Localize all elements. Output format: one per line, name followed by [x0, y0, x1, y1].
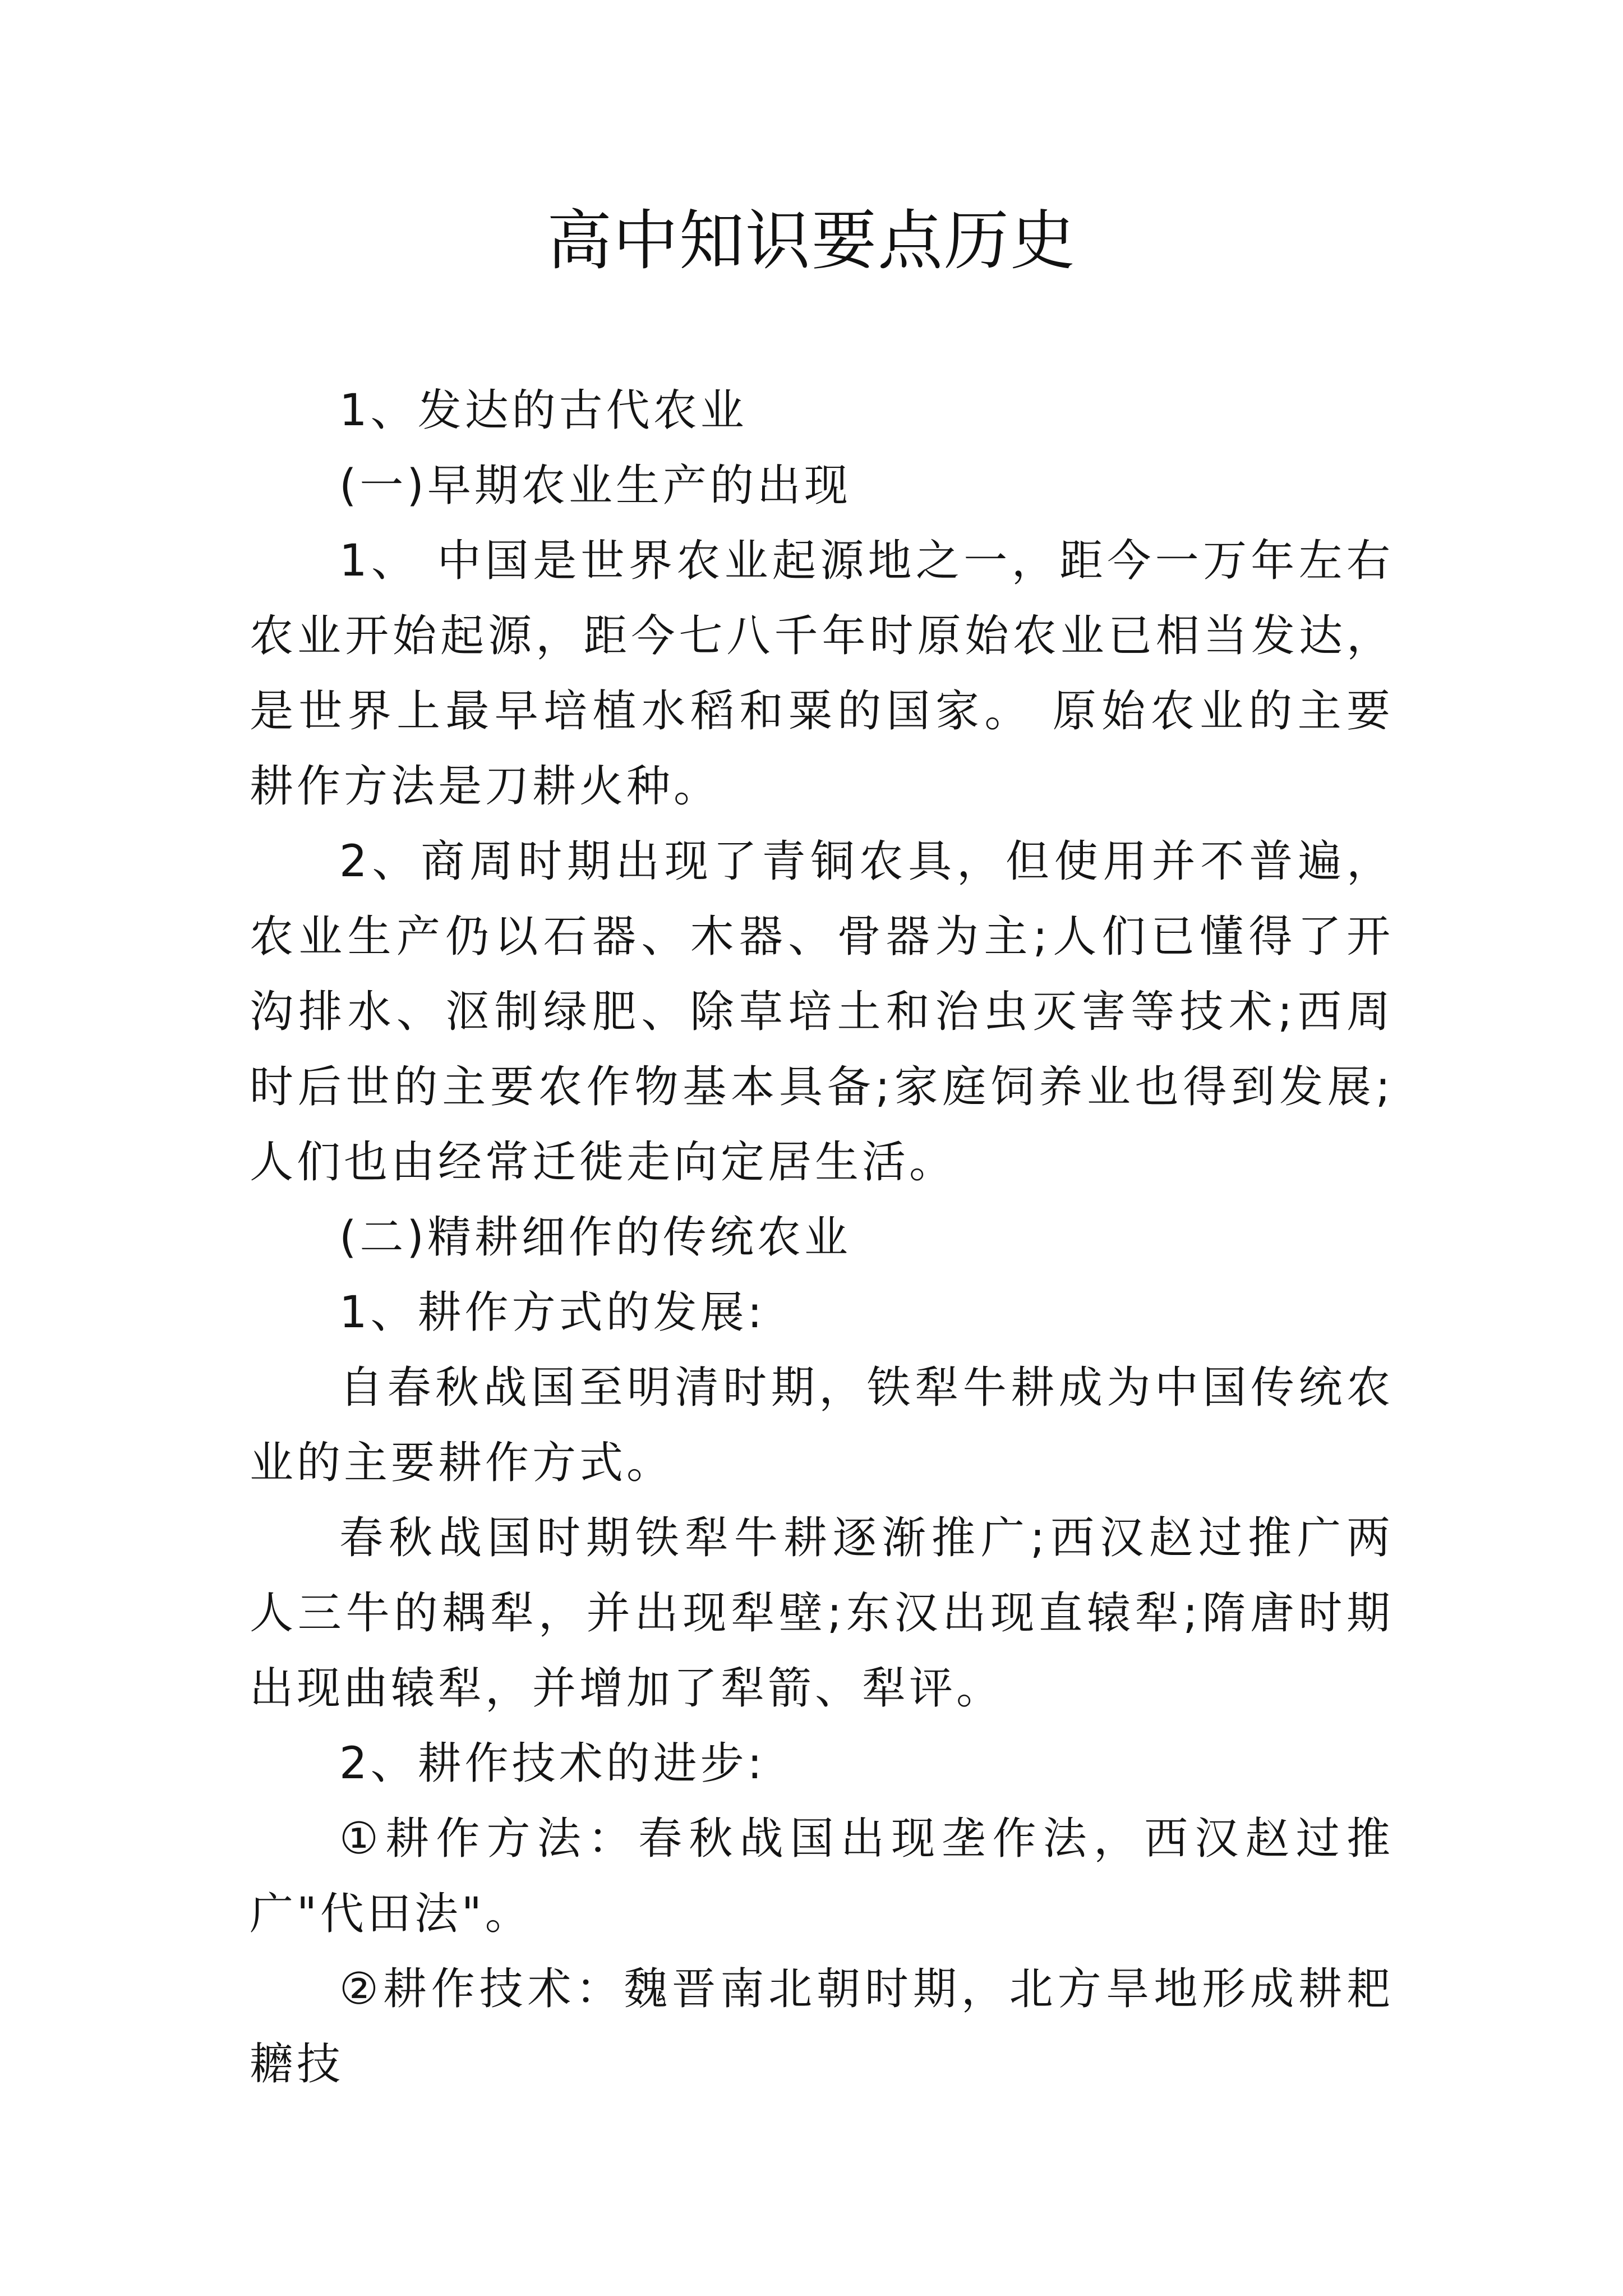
document-title: 高中知识要点历史 — [547, 203, 1076, 279]
subsection-heading: (二)精耕细作的传统农业 — [339, 1212, 851, 1263]
item-heading: 2、耕作技术的进步: — [339, 1738, 766, 1789]
body-paragraph: 自春秋战国至明清时期，铁犁牛耕成为中国传统农业的主要耕作方式。 — [250, 1363, 1394, 1488]
subsection-heading: (一)早期农业生产的出现 — [339, 461, 851, 511]
item-heading: 1、耕作方式的发展: — [339, 1287, 766, 1338]
body-paragraph: 2、商周时期出现了青铜农具，但使用并不普遍，农业生产仍以石器、木器、骨器为主;人们已懂得了开沟排水、沤制绿肥、除草培土和治虫灭害等技术;西周时后世的主要农作物基本具备;家庭饲养业也得到发展;人们也由经常迁徙走向定居生活。 — [250, 836, 1394, 1188]
body-paragraph: ①耕作方法：春秋战国出现垄作法，西汉赵过推广"代田法"。 — [250, 1814, 1394, 1939]
document-body — [250, 373, 1394, 2102]
body-paragraph: 1、 中国是世界农业起源地之一，距今一万年左右农业开始起源，距今七八千年时原始农业已相当发达，是世界上最早培植水稻和粟的国家。 原始农业的主要耕作方法是刀耕火种。 — [250, 536, 1394, 812]
body-paragraph: ②耕作技术：魏晋南北朝时期，北方旱地形成耕耙耱技 — [250, 1964, 1394, 2090]
section-heading: 1、发达的古代农业 — [339, 385, 748, 436]
body-paragraph: 春秋战国时期铁犁牛耕逐渐推广;西汉赵过推广两人三牛的耦犁，并出现犁壁;东汉出现直辕犁;隋唐时期出现曲辕犁，并增加了犁箭、犁评。 — [250, 1513, 1394, 1714]
